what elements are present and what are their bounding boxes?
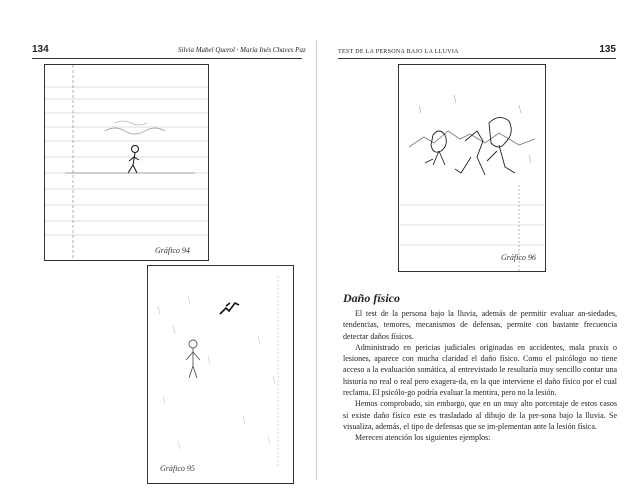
- page-number: 135: [599, 44, 616, 55]
- page-number: 134: [32, 44, 49, 55]
- figure-95: [147, 265, 294, 484]
- figure-94-caption: Gráfico 94: [155, 246, 190, 255]
- gutter-divider: [316, 40, 317, 480]
- figure-94: [44, 64, 209, 261]
- figure-95-drawing: [148, 266, 293, 483]
- body-text: [343, 308, 617, 444]
- right-page: [319, 0, 638, 496]
- figure-96: [398, 64, 546, 272]
- running-head: Silvia Mabel Querol · María Inés Chaves Paz: [178, 46, 306, 54]
- figure-96-caption: Gráfico 96: [501, 253, 536, 262]
- left-header: [32, 44, 304, 58]
- right-header: [338, 44, 618, 58]
- paragraph-3: Hemos comprobado, sin embargo, que en un muy alto porcentaje de estos casos si existe daño físico este es trasladado al dibujo de la per-sona bajo la lluvia. Se visualiza, además, el tipo de defensas que se im-plementan ante la lesión física.: [343, 399, 617, 431]
- paragraph-2: Administrado en pericias judiciales originadas en accidentes, mala praxis o lesiones, aparece con mucha claridad el daño físico. Como el psicólogo no tiene acceso a la evaluación somática, al entrevistado le resultaría muy sencillo contar una historia no real o real pero exagera-da, en la que interviene el daño físico por el cual reclama. El psicólo-go podría evaluar la mentira, pero no la lesión.: [343, 342, 617, 398]
- paragraph-4: Merecen atención los siguientes ejemplos:: [355, 433, 491, 443]
- figure-96-drawing: [399, 65, 545, 271]
- header-rule: [32, 58, 302, 59]
- figure-95-caption: Gráfico 95: [160, 464, 195, 473]
- paragraph-1: El test de la persona bajo la lluvia, además de permitir evaluar an-siedades, tendencias, temores, mecanismos de defensas, permite con bastante frecuencia detectar daños físicos.: [343, 309, 617, 341]
- header-rule: [338, 58, 616, 59]
- section-title: Daño físico: [343, 291, 400, 305]
- running-head: TEST DE LA PERSONA BAJO LA LLUVIA: [338, 49, 459, 55]
- figure-94-drawing: [45, 65, 208, 260]
